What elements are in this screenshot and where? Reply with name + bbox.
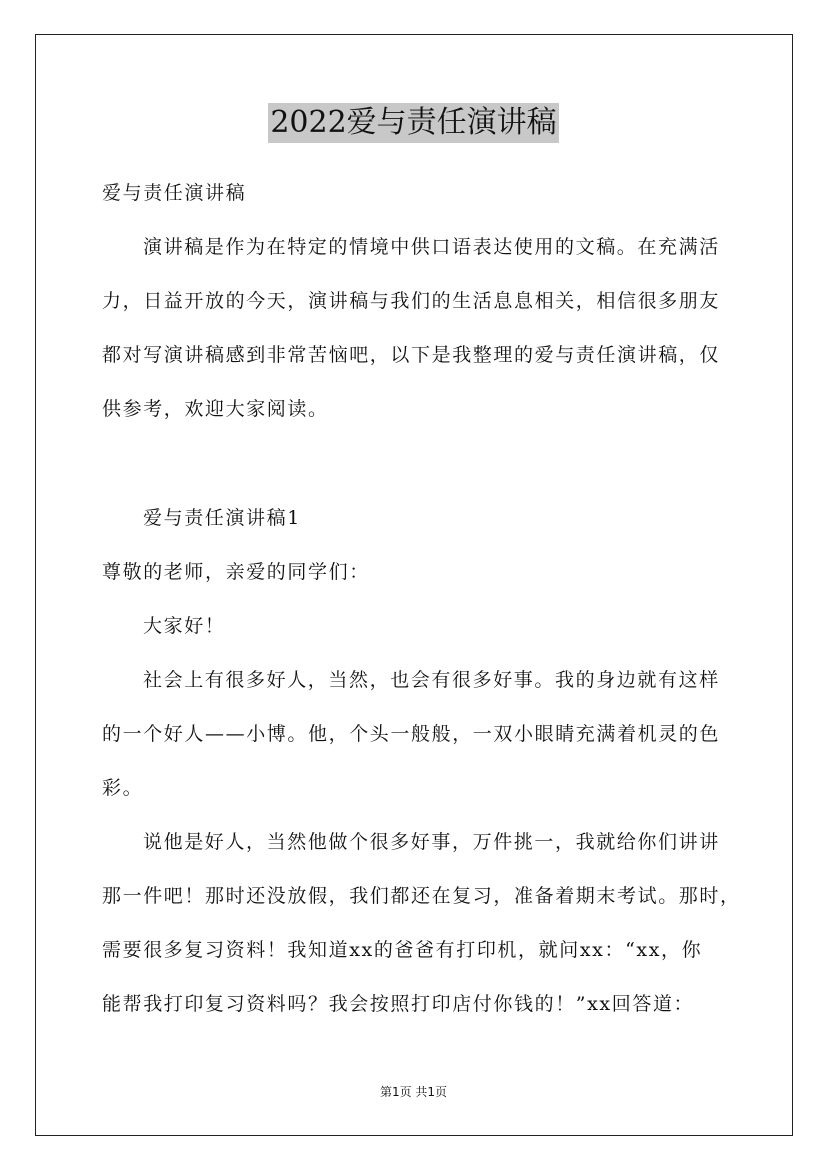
para1-line: 社会上有很多好人，当然，也会有很多好事。我的身边就有这样	[143, 669, 720, 691]
document-subtitle: 爱与责任演讲稿	[102, 182, 247, 204]
section-heading: 爱与责任演讲稿1	[143, 507, 301, 529]
greeting: 大家好！	[143, 615, 226, 637]
intro-line: 都对写演讲稿感到非常苦恼吧，以下是我整理的爱与责任演讲稿，仅	[102, 344, 721, 366]
para2-line: 说他是好人，当然他做个很多好事，万件挑一，我就给你们讲讲	[143, 831, 720, 853]
intro-line: 演讲稿是作为在特定的情境中供口语表达使用的文稿。在充满活	[143, 236, 720, 258]
para1-line: 的一个好人——小博。他，个头一般般，一双小眼睛充满着机灵的色	[102, 723, 721, 745]
para2-line: 能帮我打印复习资料吗？我会按照打印店付你钱的！”xx回答道：	[102, 993, 695, 1015]
title-container	[0, 103, 827, 143]
page-footer: 第1页 共1页	[379, 1085, 448, 1099]
intro-line: 力，日益开放的今天，演讲稿与我们的生活息息相关，相信很多朋友	[102, 290, 721, 312]
document-title: 2022爱与责任演讲稿	[268, 103, 558, 143]
para2-line: 需要很多复习资料！我知道xx的爸爸有打印机，就问xx：“xx，你	[102, 939, 703, 961]
para2-line: 那一件吧！那时还没放假，我们都还在复习，准备着期末考试。那时，	[102, 885, 741, 907]
salutation: 尊敬的老师，亲爱的同学们：	[102, 561, 370, 583]
intro-line: 供参考，欢迎大家阅读。	[102, 398, 329, 420]
para1-line: 彩。	[102, 777, 144, 799]
